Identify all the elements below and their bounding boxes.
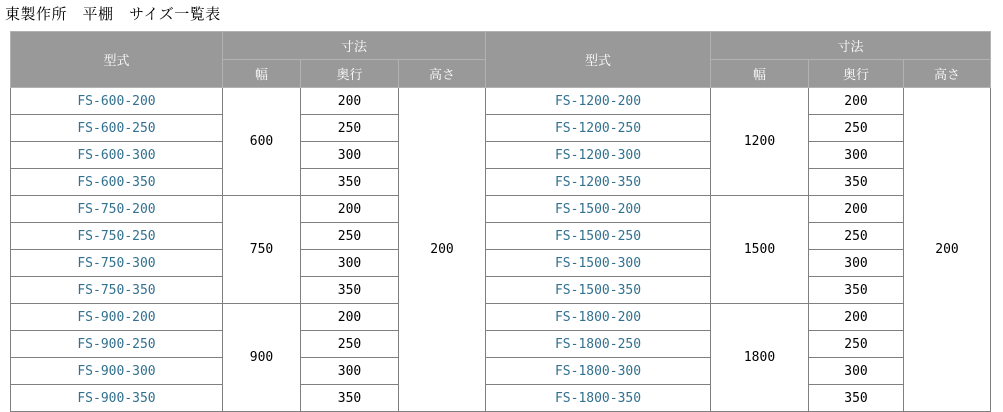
header-dimensions-right: 寸法 xyxy=(711,32,991,60)
width-value: 1200 xyxy=(711,88,809,196)
model-link[interactable]: FS-600-350 xyxy=(11,169,223,196)
height-value: 200 xyxy=(904,88,991,412)
depth-value: 250 xyxy=(809,115,904,142)
depth-value: 350 xyxy=(301,385,399,412)
model-link[interactable]: FS-750-350 xyxy=(11,277,223,304)
width-value: 600 xyxy=(223,88,301,196)
model-link[interactable]: FS-1200-350 xyxy=(486,169,711,196)
depth-value: 200 xyxy=(301,304,399,331)
height-value: 200 xyxy=(399,88,486,412)
table-row xyxy=(11,304,991,331)
table-row xyxy=(11,142,991,169)
depth-value: 200 xyxy=(301,196,399,223)
depth-value: 300 xyxy=(301,142,399,169)
table-row xyxy=(11,250,991,277)
table-row xyxy=(11,277,991,304)
model-link[interactable]: FS-900-200 xyxy=(11,304,223,331)
table-row xyxy=(11,88,991,115)
depth-value: 200 xyxy=(809,304,904,331)
model-link[interactable]: FS-600-300 xyxy=(11,142,223,169)
depth-value: 350 xyxy=(809,385,904,412)
depth-value: 200 xyxy=(809,196,904,223)
header-model-right: 型式 xyxy=(486,32,711,88)
depth-value: 300 xyxy=(809,142,904,169)
header-depth-left: 奥行 xyxy=(301,60,399,88)
table-row xyxy=(11,223,991,250)
table-row xyxy=(11,115,991,142)
table-row xyxy=(11,331,991,358)
model-link[interactable]: FS-1500-250 xyxy=(486,223,711,250)
depth-value: 300 xyxy=(301,250,399,277)
model-link[interactable]: FS-1800-300 xyxy=(486,358,711,385)
model-link[interactable]: FS-900-350 xyxy=(11,385,223,412)
depth-value: 300 xyxy=(809,358,904,385)
size-table xyxy=(10,31,991,412)
width-value: 900 xyxy=(223,304,301,412)
header-depth-right: 奥行 xyxy=(809,60,904,88)
model-link[interactable]: FS-1800-250 xyxy=(486,331,711,358)
depth-value: 350 xyxy=(301,169,399,196)
header-dimensions-left: 寸法 xyxy=(223,32,486,60)
depth-value: 300 xyxy=(301,358,399,385)
model-link[interactable]: FS-1200-200 xyxy=(486,88,711,115)
table-row xyxy=(11,196,991,223)
model-link[interactable]: FS-900-250 xyxy=(11,331,223,358)
depth-value: 200 xyxy=(301,88,399,115)
table-row xyxy=(11,169,991,196)
model-link[interactable]: FS-1800-350 xyxy=(486,385,711,412)
header-row-1 xyxy=(11,32,991,60)
model-link[interactable]: FS-1200-300 xyxy=(486,142,711,169)
model-link[interactable]: FS-750-300 xyxy=(11,250,223,277)
model-link[interactable]: FS-900-300 xyxy=(11,358,223,385)
model-link[interactable]: FS-1800-200 xyxy=(486,304,711,331)
table-row xyxy=(11,358,991,385)
header-model-left: 型式 xyxy=(11,32,223,88)
model-link[interactable]: FS-1500-300 xyxy=(486,250,711,277)
model-link[interactable]: FS-1500-200 xyxy=(486,196,711,223)
header-height-left: 高さ xyxy=(399,60,486,88)
header-height-right: 高さ xyxy=(904,60,991,88)
depth-value: 250 xyxy=(301,115,399,142)
page-title: 東製作所 平棚 サイズ一覧表 xyxy=(5,6,221,23)
depth-value: 350 xyxy=(301,277,399,304)
width-value: 750 xyxy=(223,196,301,304)
depth-value: 350 xyxy=(809,169,904,196)
header-width-left: 幅 xyxy=(223,60,301,88)
depth-value: 250 xyxy=(301,223,399,250)
header-width-right: 幅 xyxy=(711,60,809,88)
depth-value: 250 xyxy=(301,331,399,358)
width-value: 1500 xyxy=(711,196,809,304)
model-link[interactable]: FS-1200-250 xyxy=(486,115,711,142)
depth-value: 300 xyxy=(809,250,904,277)
width-value: 1800 xyxy=(711,304,809,412)
model-link[interactable]: FS-750-250 xyxy=(11,223,223,250)
depth-value: 250 xyxy=(809,223,904,250)
model-link[interactable]: FS-600-200 xyxy=(11,88,223,115)
model-link[interactable]: FS-600-250 xyxy=(11,115,223,142)
depth-value: 250 xyxy=(809,331,904,358)
model-link[interactable]: FS-750-200 xyxy=(11,196,223,223)
depth-value: 200 xyxy=(809,88,904,115)
depth-value: 350 xyxy=(809,277,904,304)
model-link[interactable]: FS-1500-350 xyxy=(486,277,711,304)
table-row xyxy=(11,385,991,412)
